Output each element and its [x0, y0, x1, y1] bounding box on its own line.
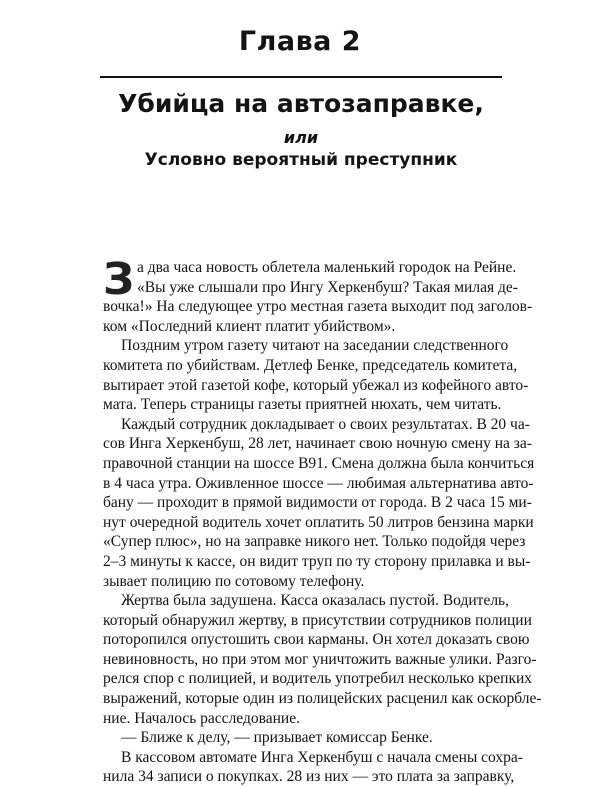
chapter-divider-rule — [100, 76, 502, 78]
text-line: нила 34 записи о покупках. 28 из них — это плата за заправку, — [103, 768, 515, 786]
paragraph — [103, 748, 523, 787]
text-line: выражений, которые один из полицейских расценил как оскорбле- — [103, 690, 542, 708]
text-line: В кассовом автомате Инга Херкенбуш с начала смены сохра- — [121, 748, 523, 766]
text-line: комитета по убийствам. Детлеф Бенке, председатель комитета, — [103, 356, 518, 374]
body-text — [103, 254, 542, 787]
story-title: Убийца на автозаправке, — [118, 89, 484, 118]
text-line: ние. Началось расследование. — [103, 709, 300, 727]
text-line: Каждый сотрудник докладывает о своих результатах. В 20 ча- — [121, 415, 530, 433]
story-subtitle: Условно вероятный преступник — [144, 150, 458, 170]
text-line: поторопился опустошить свои карманы. Он хотел доказать свою — [103, 631, 530, 649]
paragraph — [103, 254, 533, 336]
paragraph — [103, 415, 535, 591]
text-line: «Супер плюс», но на заправке никого нет. Только подойдя через — [103, 533, 526, 551]
text-line: мата. Теперь страницы газеты приятней нюхать, чем читать. — [103, 396, 502, 414]
paragraph — [103, 336, 529, 414]
text-line: бану — проходит в прямой видимости от города. В 2 часа 15 ми- — [103, 494, 532, 512]
text-line: вытирает этой газетой кофе, который убежал из кофейного авто- — [103, 376, 529, 394]
chapter-title: Глава 2 — [238, 26, 362, 57]
text-line: а два часа новость облетела маленький городок на Рейне. — [137, 259, 517, 276]
text-line: релся спор с полицией, и водитель употребил несколько крепких — [103, 670, 533, 688]
text-line: зывает полицию по сотовому телефону. — [103, 572, 365, 590]
story-title-connector: или — [283, 128, 319, 147]
drop-cap-letter: З — [103, 254, 135, 305]
text-line: в 4 часа утра. Оживленное шоссе — любимая альтернатива авто- — [103, 474, 534, 492]
text-line: невиновность, но при этом мог уничтожить важные улики. Разго- — [103, 650, 537, 668]
text-line: «Вы уже слышали про Ингу Херкенбуш? Такая милая де- — [137, 278, 518, 296]
text-line: — Ближе к делу, — призывает комиссар Бенке. — [121, 729, 433, 747]
text-line: сов Инга Херкенбуш, 28 лет, начинает свою ночную смену на за- — [103, 435, 532, 453]
text-line: нут очередной водитель хочет оплатить 50 литров бензина марки — [103, 513, 534, 531]
text-line: вочка!» На следующее утро местная газета выходит под заголов- — [103, 298, 533, 316]
text-line: Жертва была задушена. Касса оказалась пустой. Водитель, — [121, 592, 509, 610]
text-line: ком «Последний клиент платит убийством». — [103, 317, 396, 335]
paragraph — [103, 728, 500, 748]
text-line: 2–3 минуты к кассе, он видит труп по ту сторону прилавка и вы- — [103, 552, 531, 570]
text-line: Поздним утром газету читают на заседании следственного — [121, 337, 509, 355]
paragraph — [103, 591, 542, 728]
text-line: правочной станции на шоссе В91. Смена должна была кончиться — [103, 454, 535, 472]
text-line: который обнаружил жертву, в присутствии сотрудников полиции — [103, 611, 532, 629]
